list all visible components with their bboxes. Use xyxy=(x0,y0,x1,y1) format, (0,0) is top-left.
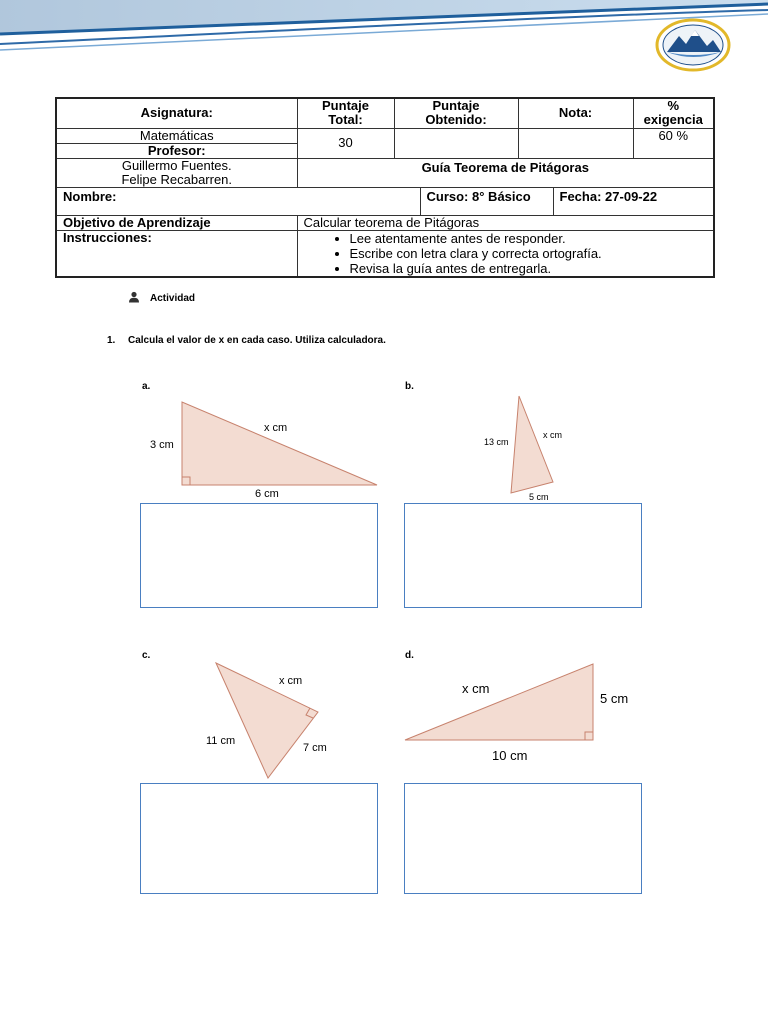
triangle-d-hyp: x cm xyxy=(462,681,490,696)
triangle-b-x: x cm xyxy=(543,430,562,440)
triangle-b-side2: 5 cm xyxy=(529,492,549,502)
profesor-name-2: Felipe Recabarren. xyxy=(121,171,233,187)
objetivo-label: Objetivo de Aprendizaje xyxy=(56,215,297,230)
profesor-name-1: Guillermo Fuentes. xyxy=(121,157,232,173)
answer-box-a[interactable] xyxy=(140,503,378,608)
instruccion-2: • Escribe con letra clara y correcta ortografía. xyxy=(350,246,708,261)
exigencia-value: 60 % xyxy=(633,128,714,158)
instrucciones-label: Instrucciones: xyxy=(56,230,297,277)
exigencia-label: % exigencia xyxy=(633,98,714,128)
puntaje-total-value: 30 xyxy=(297,128,394,158)
profesor-label: Profesor: xyxy=(56,143,297,158)
nombre-label: Nombre: xyxy=(63,188,117,204)
triangle-a-hyp: x cm xyxy=(264,422,288,434)
triangle-d-side2: 10 cm xyxy=(492,748,528,763)
guia-title: Guía Teorema de Pitágoras xyxy=(297,158,714,187)
triangle-b xyxy=(484,396,562,502)
problem-b-label: b. xyxy=(405,381,414,392)
instruccion-1: • Lee atentamente antes de responder. xyxy=(350,231,708,246)
problem-c-label: c. xyxy=(142,650,151,661)
puntaje-total-label: Puntaje Total: xyxy=(297,98,394,128)
triangle-d xyxy=(405,664,628,763)
triangle-a-side2: 6 cm xyxy=(255,488,279,500)
instruccion-3: • Revisa la guía antes de entregarla. xyxy=(350,261,708,276)
curso-value: 8° Básico xyxy=(472,188,531,204)
fecha-label: Fecha: xyxy=(559,188,602,204)
triangle-c-side2: 7 cm xyxy=(303,742,327,754)
nota-label: Nota: xyxy=(518,98,633,128)
asignatura-value: Matemáticas xyxy=(56,128,297,143)
fecha-value: 27-09-22 xyxy=(605,188,658,204)
curso-label: Curso: xyxy=(426,188,469,204)
triangle-c xyxy=(206,663,327,778)
answer-box-b[interactable] xyxy=(404,503,642,608)
answer-box-c[interactable] xyxy=(140,783,378,894)
triangle-c-side1: 11 cm xyxy=(206,735,236,747)
question-number: 1. xyxy=(107,335,116,346)
triangle-a-side1: 3 cm xyxy=(150,439,174,451)
triangle-b-side1: 13 cm xyxy=(484,437,509,447)
asignatura-label: Asignatura: xyxy=(56,98,297,128)
problem-d-label: d. xyxy=(405,650,414,661)
question-text: Calcula el valor de x en cada caso. Utiliza calculadora. xyxy=(128,335,386,346)
triangle-d-side1: 5 cm xyxy=(600,691,629,706)
answer-box-d[interactable] xyxy=(404,783,642,894)
triangle-c-x: x cm xyxy=(279,675,303,687)
problem-a-label: a. xyxy=(142,381,151,392)
actividad-label: Actividad xyxy=(150,293,196,304)
triangle-a xyxy=(150,402,377,500)
objetivo-value: Calcular teorema de Pitágoras xyxy=(297,215,714,230)
puntaje-obtenido-label: Puntaje Obtenido: xyxy=(394,98,518,128)
